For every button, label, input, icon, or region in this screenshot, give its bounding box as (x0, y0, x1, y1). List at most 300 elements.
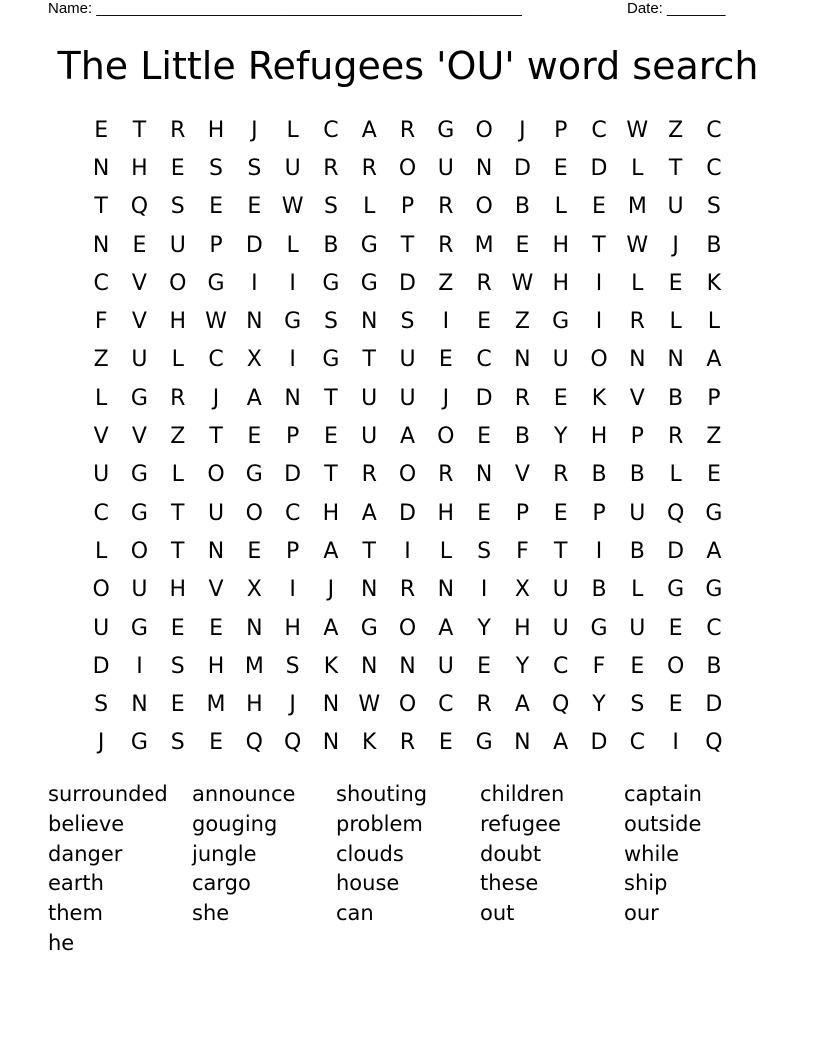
grid-letter[interactable]: L (669, 462, 682, 488)
grid-letter[interactable]: L (439, 538, 452, 564)
grid-letter[interactable]: C (93, 270, 109, 296)
grid-letter[interactable]: A (706, 347, 722, 373)
grid-letter[interactable]: B (591, 462, 607, 488)
grid-letter[interactable]: U (552, 615, 569, 641)
word-list-item: these (480, 871, 539, 896)
grid-letter[interactable]: D (284, 462, 302, 488)
grid-letter[interactable]: W (358, 692, 381, 718)
grid-letter[interactable]: L (669, 309, 682, 335)
grid-letter[interactable]: U (361, 385, 378, 411)
grid-letter[interactable]: P (400, 194, 415, 220)
grid-letter[interactable]: Q (666, 500, 685, 526)
grid-letter[interactable]: N (322, 730, 340, 756)
grid-letter[interactable]: E (477, 309, 492, 335)
grid-letter[interactable]: D (667, 538, 685, 564)
grid-letter[interactable]: D (475, 385, 493, 411)
grid-letter[interactable]: G (284, 309, 302, 335)
grid-letter[interactable]: L (286, 117, 299, 143)
grid-letter[interactable]: O (398, 692, 417, 718)
grid-letter[interactable]: K (706, 270, 722, 296)
grid-letter[interactable]: I (672, 730, 679, 756)
grid-letter[interactable]: G (130, 385, 148, 411)
grid-letter[interactable]: F (592, 653, 606, 679)
grid-letter[interactable]: A (323, 538, 339, 564)
grid-letter[interactable]: S (94, 692, 109, 718)
grid-letter[interactable]: E (706, 462, 721, 488)
grid-letter[interactable]: S (170, 730, 185, 756)
grid-letter[interactable]: E (553, 500, 568, 526)
word-list-item: them (48, 901, 103, 926)
grid-letter[interactable]: V (131, 424, 147, 450)
grid-letter[interactable]: B (514, 194, 530, 220)
grid-letter[interactable]: N (92, 155, 110, 181)
grid-letter[interactable]: G (552, 309, 570, 335)
grid-letter[interactable]: Z (438, 270, 454, 296)
grid-letter[interactable]: F (94, 309, 108, 335)
grid-letter[interactable]: H (131, 155, 148, 181)
grid-letter[interactable]: X (246, 577, 262, 603)
grid-letter[interactable]: P (285, 538, 300, 564)
grid-letter[interactable]: R (476, 692, 492, 718)
grid-letter[interactable]: P (707, 385, 721, 411)
grid-letter[interactable]: J (442, 385, 450, 411)
grid-letter[interactable]: E (323, 424, 338, 450)
grid-letter[interactable]: Q (705, 730, 723, 756)
grid-letter[interactable]: N (284, 385, 301, 411)
grid-letter[interactable]: T (171, 500, 185, 526)
grid-letter[interactable]: A (361, 500, 377, 526)
grid-letter[interactable]: G (360, 270, 378, 296)
grid-letter[interactable]: U (552, 347, 569, 373)
grid-letter[interactable]: B (629, 462, 645, 488)
grid-letter[interactable]: U (131, 577, 148, 603)
grid-letter[interactable]: B (514, 424, 530, 450)
grid-letter[interactable]: E (247, 538, 262, 564)
grid-letter[interactable]: G (130, 462, 148, 488)
grid-letter[interactable]: N (629, 347, 646, 373)
grid-letter[interactable]: J (327, 577, 335, 603)
grid-letter[interactable]: H (169, 309, 187, 335)
grid-letter[interactable]: C (591, 117, 607, 143)
grid-letter[interactable]: O (398, 462, 417, 488)
grid-letter[interactable]: N (475, 462, 493, 488)
grid-letter[interactable]: G (667, 577, 685, 603)
grid-letter[interactable]: S (630, 692, 645, 718)
grid-letter[interactable]: S (323, 309, 338, 335)
grid-letter[interactable]: B (591, 577, 607, 603)
grid-letter[interactable]: X (246, 347, 262, 373)
grid-letter[interactable]: M (244, 653, 264, 679)
grid-letter[interactable]: S (706, 194, 721, 220)
grid-letter[interactable]: U (552, 577, 569, 603)
grid-letter[interactable]: C (553, 653, 569, 679)
grid-letter[interactable]: U (284, 155, 301, 181)
grid-letter[interactable]: M (474, 232, 494, 258)
grid-letter[interactable]: S (400, 309, 415, 335)
grid-letter[interactable]: U (361, 424, 378, 450)
grid-letter[interactable]: L (363, 194, 376, 220)
grid-letter[interactable]: U (667, 194, 684, 220)
grid-letter[interactable]: G (360, 232, 378, 258)
grid-letter[interactable]: A (399, 424, 416, 450)
grid-letter[interactable]: L (95, 385, 108, 411)
grid-letter[interactable]: E (592, 194, 606, 220)
grid-letter[interactable]: C (706, 155, 722, 181)
grid-letter[interactable]: E (515, 232, 530, 258)
grid-letter[interactable]: P (209, 232, 223, 258)
grid-letter[interactable]: C (284, 500, 301, 526)
grid-letter[interactable]: T (362, 347, 376, 373)
grid-letter[interactable]: I (251, 270, 258, 296)
grid-letter[interactable]: O (130, 538, 149, 564)
grid-letter[interactable]: W (626, 232, 649, 258)
grid-letter[interactable]: H (514, 615, 531, 641)
grid-letter[interactable]: R (399, 117, 416, 143)
grid-letter[interactable]: E (477, 424, 492, 450)
grid-letter[interactable]: I (289, 270, 296, 296)
word-list (48, 780, 768, 959)
grid-letter[interactable]: R (170, 117, 186, 143)
name-field[interactable]: Name: ___________________________________________________ (48, 0, 522, 17)
grid-letter[interactable]: V (131, 270, 147, 296)
grid-letter[interactable]: G (322, 347, 340, 373)
grid-letter[interactable]: O (398, 615, 417, 641)
grid-letter[interactable]: B (668, 385, 684, 411)
grid-letter[interactable]: D (92, 653, 110, 679)
grid-letter[interactable]: C (476, 347, 492, 373)
grid-letter[interactable]: P (630, 424, 644, 450)
grid-letter[interactable]: R (667, 424, 684, 450)
grid-letter[interactable]: R (323, 155, 339, 181)
grid-letter[interactable]: U (629, 500, 646, 526)
grid-letter[interactable]: E (170, 692, 185, 718)
grid-letter[interactable]: Z (170, 424, 186, 450)
grid-letter[interactable]: E (438, 730, 453, 756)
grid-letter[interactable]: J (251, 117, 258, 143)
grid-letter[interactable]: P (515, 500, 530, 526)
grid-letter[interactable]: G (245, 462, 263, 488)
grid-letter[interactable]: H (246, 692, 263, 718)
grid-letter[interactable]: C (438, 692, 454, 718)
grid-letter[interactable]: K (362, 730, 377, 756)
grid-letter[interactable]: A (553, 730, 569, 756)
grid-letter[interactable]: O (475, 194, 493, 220)
grid-letter[interactable]: E (668, 692, 683, 718)
grid-letter[interactable]: J (289, 692, 296, 718)
grid-letter[interactable]: X (514, 577, 530, 603)
grid-letter[interactable]: H (169, 577, 187, 603)
grid-letter[interactable]: I (595, 538, 603, 564)
grid-letter[interactable]: R (438, 462, 454, 488)
grid-letter[interactable]: R (514, 385, 531, 411)
grid-letter[interactable]: E (170, 615, 185, 641)
grid-letter[interactable]: E (553, 385, 568, 411)
grid-letter[interactable]: Q (130, 194, 149, 220)
grid-letter[interactable]: R (170, 385, 186, 411)
grid-letter[interactable]: E (209, 194, 223, 220)
grid-letter[interactable]: G (322, 270, 340, 296)
date-field[interactable]: Date: _______ (627, 0, 726, 17)
grid-letter[interactable]: V (93, 424, 109, 450)
grid-letter[interactable]: T (362, 538, 376, 564)
grid-letter[interactable]: J (97, 730, 105, 756)
grid-letter[interactable]: U (399, 347, 416, 373)
grid-letter[interactable]: S (170, 653, 185, 679)
grid-letter[interactable]: V (514, 462, 530, 488)
grid-letter[interactable]: N (437, 577, 455, 603)
grid-letter[interactable]: G (590, 615, 608, 641)
grid-letter[interactable]: H (552, 232, 569, 258)
grid-letter[interactable]: R (629, 309, 645, 335)
grid-letter[interactable]: T (668, 155, 683, 181)
grid-letter[interactable]: E (630, 653, 645, 679)
grid-letter[interactable]: E (438, 347, 453, 373)
word-list-item: refugee (480, 811, 561, 836)
grid-letter[interactable]: I (595, 270, 603, 296)
grid-letter[interactable]: Y (592, 692, 606, 718)
grid-letter[interactable]: O (207, 462, 225, 488)
grid-letter[interactable]: N (667, 347, 684, 373)
grid-letter[interactable]: E (209, 615, 223, 641)
grid-letter[interactable]: G (475, 730, 493, 756)
grid-letter[interactable]: F (516, 538, 529, 564)
grid-letter[interactable]: R (438, 232, 454, 258)
grid-letter[interactable]: T (324, 385, 338, 411)
grid-letter[interactable]: Y (477, 615, 491, 641)
grid-letter[interactable]: D (399, 270, 416, 296)
grid-letter[interactable]: C (208, 347, 224, 373)
grid-letter[interactable]: O (437, 424, 455, 450)
grid-letter[interactable]: A (706, 538, 722, 564)
grid-letter[interactable]: C (323, 117, 339, 143)
grid-letter[interactable]: Q (245, 730, 263, 756)
grid-letter[interactable]: E (668, 615, 683, 641)
grid-letter[interactable]: A (246, 385, 262, 411)
grid-letter[interactable]: G (437, 117, 455, 143)
grid-letter[interactable]: L (286, 232, 299, 258)
grid-letter[interactable]: V (208, 577, 224, 603)
grid-letter[interactable]: H (437, 500, 455, 526)
grid-letter[interactable]: S (477, 538, 492, 564)
grid-letter[interactable]: L (631, 155, 644, 181)
grid-letter[interactable]: L (171, 347, 184, 373)
grid-letter[interactable]: R (553, 462, 569, 488)
grid-letter[interactable]: O (590, 347, 608, 373)
grid-letter[interactable]: Z (93, 347, 109, 373)
grid-letter[interactable]: N (131, 692, 148, 718)
grid-letter[interactable]: G (705, 500, 723, 526)
grid-letter[interactable]: M (627, 194, 647, 220)
grid-letter[interactable]: K (323, 653, 339, 679)
grid-letter[interactable]: E (477, 500, 492, 526)
grid-letter[interactable]: U (629, 615, 646, 641)
grid-letter[interactable]: Q (552, 692, 570, 718)
grid-letter[interactable]: T (553, 538, 568, 564)
grid-letter[interactable]: N (360, 577, 378, 603)
grid-letter[interactable]: O (245, 500, 263, 526)
grid-letter[interactable]: D (513, 155, 531, 181)
grid-letter[interactable]: E (247, 194, 262, 220)
grid-letter[interactable]: N (514, 730, 531, 756)
grid-letter[interactable]: R (399, 730, 416, 756)
grid-letter[interactable]: J (519, 117, 526, 143)
grid-letter[interactable]: A (514, 692, 530, 718)
word-list-item: shouting (336, 782, 428, 806)
grid-letter[interactable]: D (399, 500, 416, 526)
grid-letter[interactable]: N (246, 309, 263, 335)
grid-letter[interactable]: E (94, 117, 109, 143)
grid-letter[interactable]: N (475, 155, 493, 181)
grid-letter[interactable]: B (706, 232, 722, 258)
grid-letter[interactable]: A (438, 615, 454, 641)
grid-letter[interactable]: D (590, 730, 608, 756)
grid-letter[interactable]: W (205, 309, 227, 335)
grid-letter[interactable]: U (437, 155, 454, 181)
grid-letter[interactable]: B (323, 232, 339, 258)
grid-letter[interactable]: Y (553, 424, 568, 450)
grid-letter[interactable]: G (360, 615, 378, 641)
word-list-item: can (336, 901, 374, 926)
grid-letter[interactable]: R (476, 270, 492, 296)
word-list-item: ship (624, 871, 668, 896)
grid-letter[interactable]: R (361, 155, 377, 181)
grid-letter[interactable]: M (206, 692, 226, 718)
grid-letter[interactable]: C (706, 615, 722, 641)
grid-letter[interactable]: L (95, 538, 108, 564)
grid-letter[interactable]: O (666, 653, 685, 679)
grid-letter[interactable]: I (595, 309, 603, 335)
grid-letter[interactable]: I (289, 347, 296, 373)
grid-letter[interactable]: U (93, 615, 110, 641)
grid-letter[interactable]: S (247, 155, 262, 181)
grid-letter[interactable]: E (477, 653, 492, 679)
grid-letter[interactable]: V (131, 309, 147, 335)
grid-letter[interactable]: G (207, 270, 225, 296)
grid-letter[interactable]: K (591, 385, 607, 411)
grid-letter[interactable]: D (590, 155, 608, 181)
grid-letter[interactable]: W (281, 194, 304, 220)
grid-letter[interactable]: G (705, 577, 723, 603)
grid-letter[interactable]: N (360, 309, 378, 335)
grid-letter[interactable]: N (399, 653, 416, 679)
grid-letter[interactable]: A (323, 615, 339, 641)
grid-letter[interactable]: U (93, 462, 110, 488)
grid-letter[interactable]: E (247, 424, 262, 450)
grid-letter[interactable]: H (552, 270, 569, 296)
grid-letter[interactable]: G (130, 500, 148, 526)
grid-letter[interactable]: C (93, 500, 109, 526)
grid-letter[interactable]: H (284, 615, 301, 641)
grid-letter[interactable]: A (361, 117, 377, 143)
grid-letter[interactable]: Z (668, 117, 684, 143)
grid-letter[interactable]: S (209, 155, 224, 181)
grid-letter[interactable]: E (132, 232, 147, 258)
grid-letter[interactable]: H (207, 117, 225, 143)
grid-letter[interactable]: S (323, 194, 338, 220)
grid-letter[interactable]: I (289, 577, 296, 603)
grid-letter[interactable]: Z (514, 309, 530, 335)
grid-letter[interactable]: O (398, 155, 417, 181)
grid-letter[interactable]: T (324, 462, 338, 488)
grid-letter[interactable]: N (514, 347, 531, 373)
grid-letter[interactable]: C (629, 730, 645, 756)
grid-letter[interactable]: E (553, 155, 568, 181)
grid-letter[interactable]: J (672, 232, 679, 258)
grid-letter[interactable]: D (705, 692, 723, 718)
grid-letter[interactable]: T (171, 538, 185, 564)
grid-letter[interactable]: P (554, 117, 568, 143)
grid-letter[interactable]: U (399, 385, 416, 411)
grid-letter[interactable]: B (629, 538, 645, 564)
grid-letter[interactable]: O (92, 577, 110, 603)
grid-letter[interactable]: U (207, 500, 225, 526)
grid-letter[interactable]: S (285, 653, 300, 679)
grid-letter[interactable]: T (592, 232, 606, 258)
grid-letter[interactable]: H (207, 653, 225, 679)
grid-letter[interactable]: N (207, 538, 225, 564)
grid-letter[interactable]: R (438, 194, 454, 220)
grid-letter[interactable]: W (626, 117, 649, 143)
grid-letter[interactable]: V (629, 385, 645, 411)
grid-letter[interactable]: D (245, 232, 263, 258)
grid-letter[interactable]: T (94, 194, 108, 220)
grid-letter[interactable]: I (136, 653, 143, 679)
grid-letter[interactable]: H (590, 424, 608, 450)
grid-letter[interactable]: Y (515, 653, 530, 679)
grid-letter[interactable]: B (706, 653, 722, 679)
grid-letter[interactable]: H (322, 500, 340, 526)
grid-letter[interactable]: I (442, 309, 450, 335)
grid-letter[interactable]: N (246, 615, 263, 641)
grid-letter[interactable]: L (631, 270, 644, 296)
word-list-item: our (624, 901, 659, 926)
grid-letter[interactable]: Z (706, 424, 722, 450)
grid-letter[interactable]: S (170, 194, 185, 220)
grid-letter[interactable]: E (209, 730, 223, 756)
word-list-item: clouds (336, 841, 404, 866)
grid-letter[interactable]: I (480, 577, 488, 603)
grid-letter[interactable]: L (631, 577, 644, 603)
grid-letter[interactable]: N (92, 232, 110, 258)
grid-letter[interactable]: J (212, 385, 220, 411)
grid-letter[interactable]: E (170, 155, 185, 181)
grid-letter[interactable]: L (554, 194, 567, 220)
grid-letter[interactable]: O (475, 117, 493, 143)
grid-letter[interactable]: T (209, 424, 223, 450)
grid-letter[interactable]: G (130, 730, 148, 756)
grid-letter[interactable]: W (511, 270, 534, 296)
grid-letter[interactable]: C (706, 117, 722, 143)
grid-letter[interactable]: N (322, 692, 340, 718)
grid-letter[interactable]: U (131, 347, 148, 373)
grid-letter[interactable]: N (360, 653, 378, 679)
grid-letter[interactable]: P (592, 500, 606, 526)
grid-letter[interactable]: Q (283, 730, 302, 756)
grid-letter[interactable]: T (400, 232, 415, 258)
grid-letter[interactable]: R (361, 462, 377, 488)
grid-letter[interactable]: L (171, 462, 184, 488)
grid-letter[interactable]: U (169, 232, 186, 258)
grid-letter[interactable]: R (399, 577, 416, 603)
grid-letter[interactable]: U (437, 653, 454, 679)
grid-letter[interactable]: P (285, 424, 300, 450)
grid-letter[interactable]: I (404, 538, 411, 564)
grid-letter[interactable]: O (169, 270, 187, 296)
grid-letter[interactable]: G (130, 615, 148, 641)
grid-letter[interactable]: T (132, 117, 147, 143)
grid-letter[interactable]: E (668, 270, 683, 296)
grid-letter[interactable]: L (707, 309, 721, 335)
